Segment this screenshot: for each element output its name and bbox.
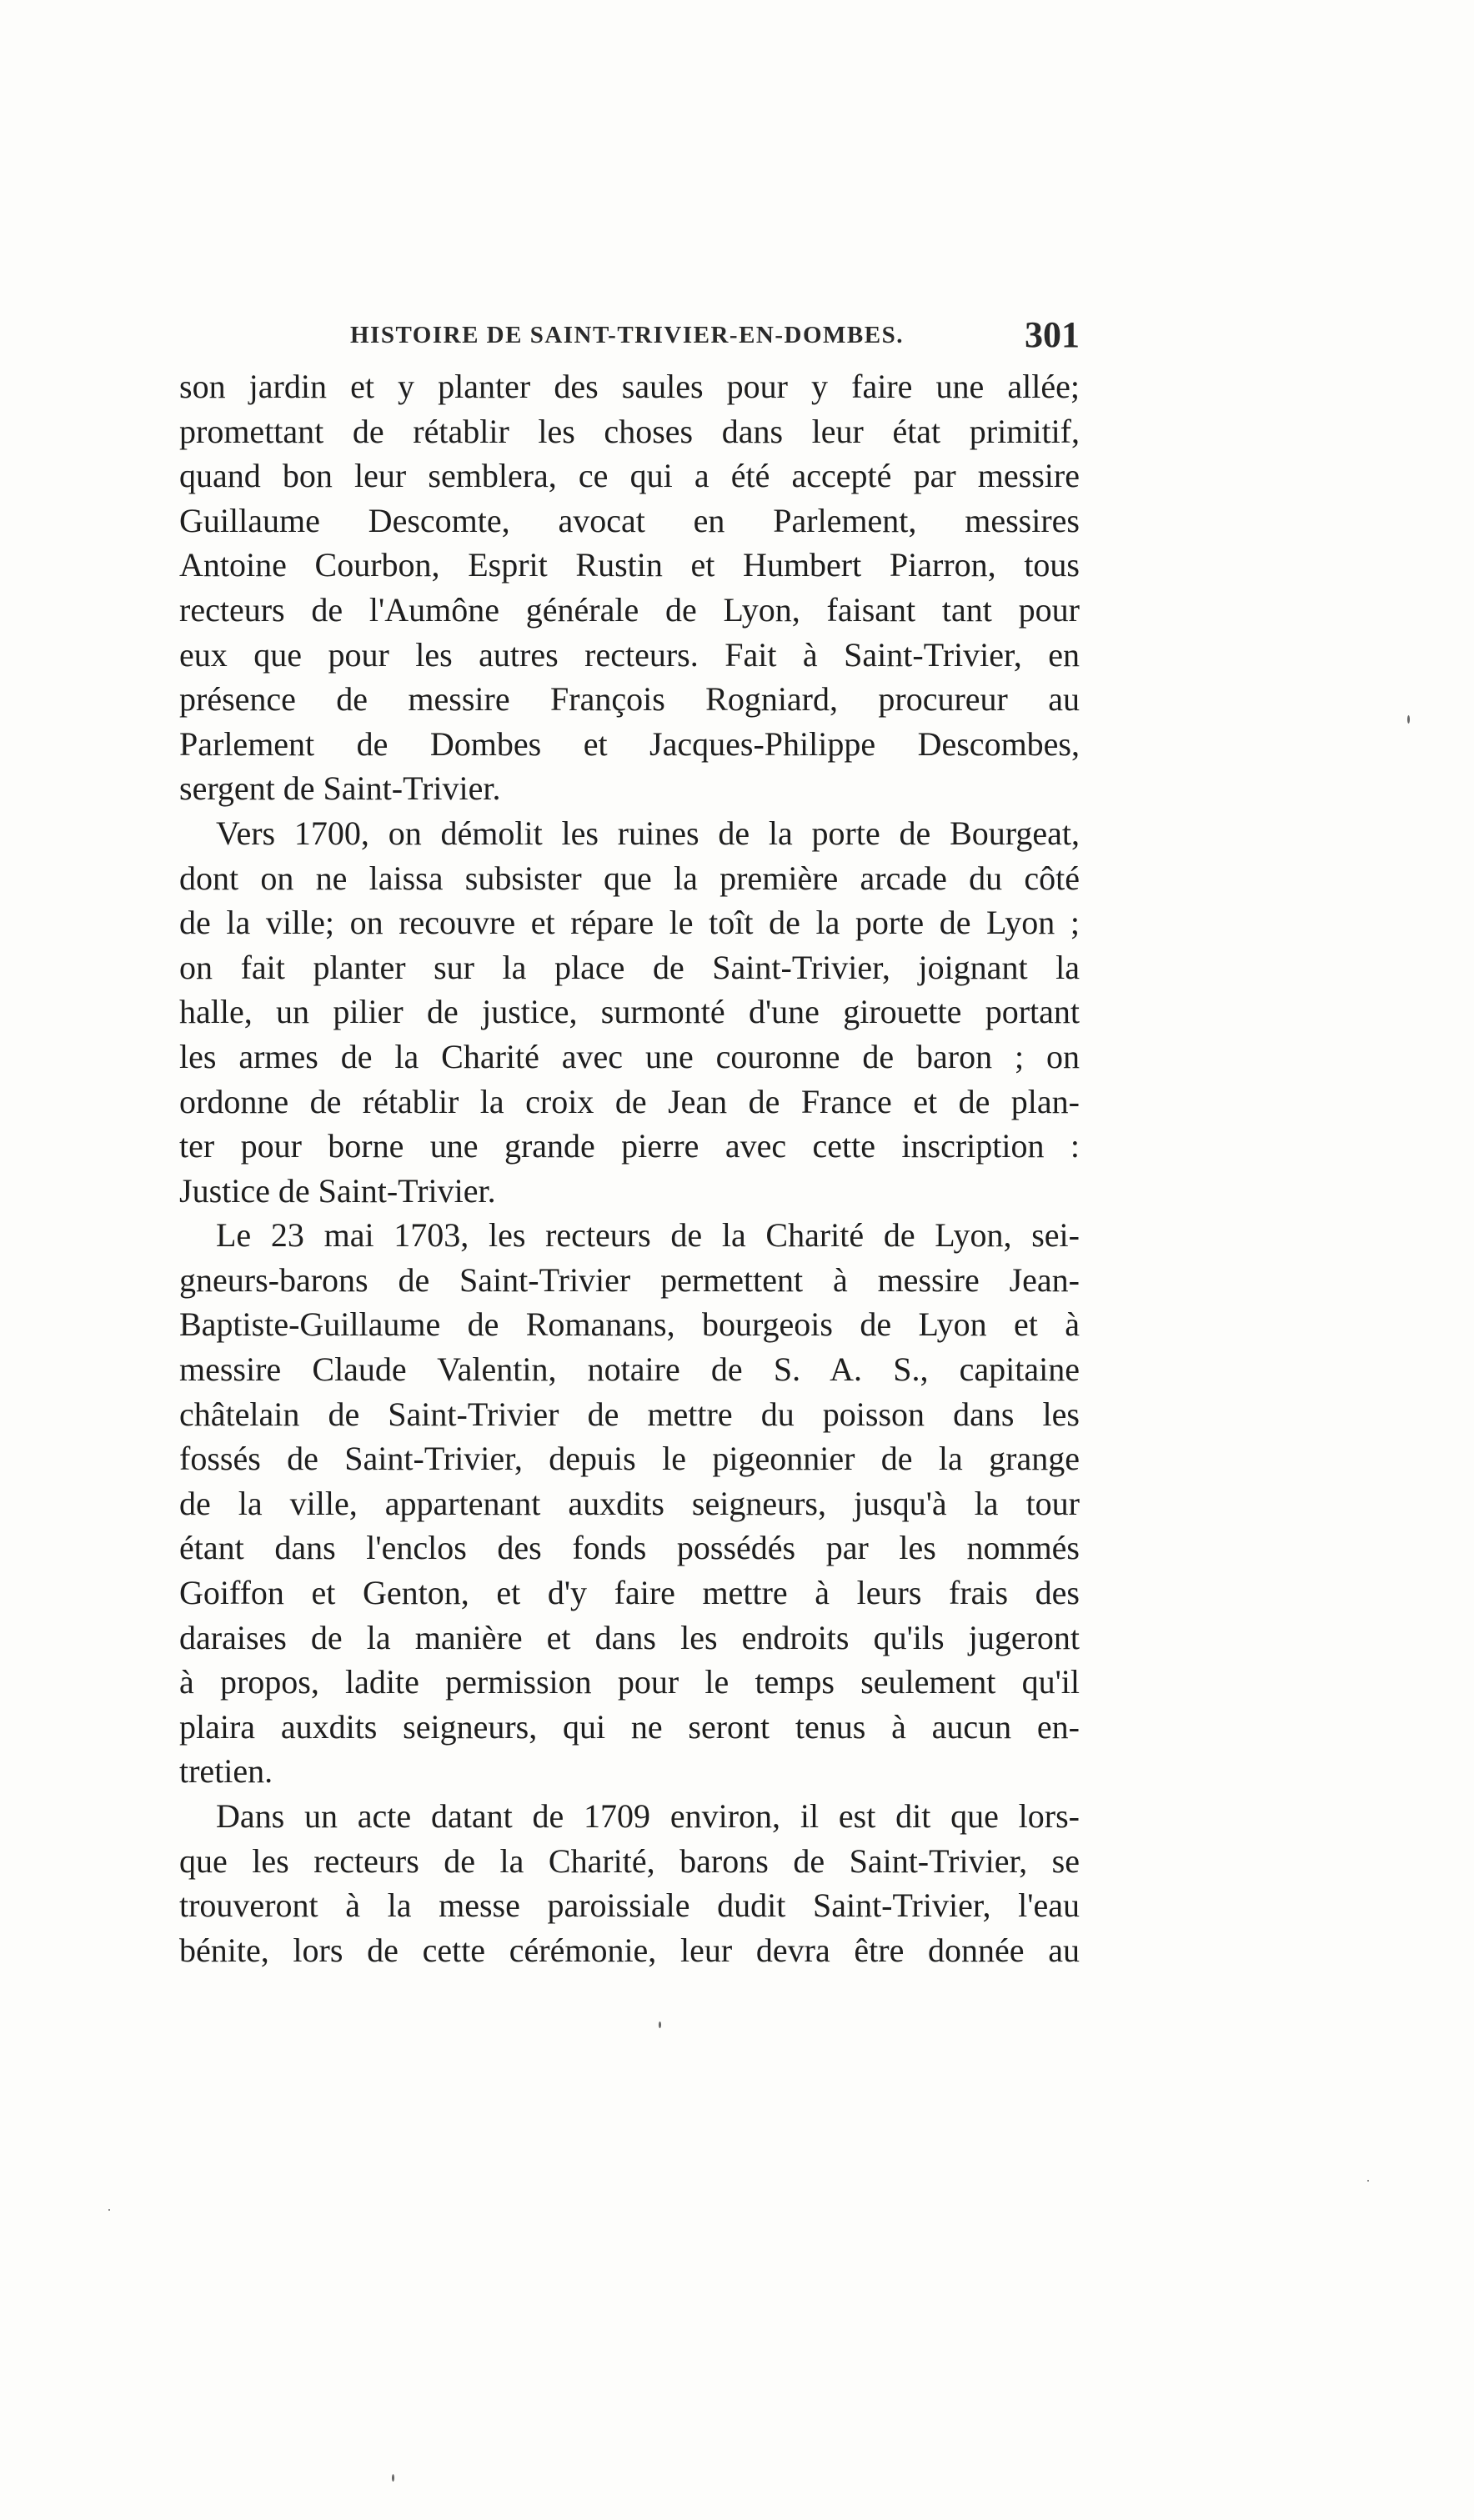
page-header [179,310,1080,360]
text-line: à propos, ladite permission pour le temps seulement qu'il [179,1663,1080,1701]
text-line: Baptiste-Guillaume de Romanans, bourgeois de Lyon et à [179,1305,1080,1344]
text-line: présence de messire François Rogniard, procureur au [179,680,1080,719]
text-line: les armes de la Charité avec une couronne de baron ; on [179,1037,1080,1075]
text-line: trouveront à la messe paroissiale dudit Saint-Trivier, l'eau [179,1886,1080,1925]
text-line: halle, un pilier de justice, surmonté d'une girouette portant [179,993,1080,1031]
text-line: Justice de Saint-Trivier. [179,1171,496,1210]
text-line: Le 23 mai 1703, les recteurs de la Charité de Lyon, sei- [216,1216,1080,1255]
scan-speck [659,2022,661,2028]
text-line: daraises de la manière et dans les endroits qu'ils jugeront [179,1618,1080,1656]
text-line: quand bon leur semblera, ce qui a été accepté par messire [179,457,1080,495]
text-line: Goiffon et Genton, et d'y faire mettre à leurs frais des [179,1574,1080,1612]
text-line: promettant de rétablir les choses dans leur état primitif, [179,412,1080,450]
body-text [179,364,1080,1972]
scan-speck [108,2209,110,2211]
paragraph [179,1213,1080,1794]
text-line: gneurs-barons de Saint-Trivier permettent à messire Jean- [179,1260,1080,1299]
text-line: ordonne de rétablir la croix de Jean de France et de plan- [179,1082,1080,1120]
text-line: châtelain de Saint-Trivier de mettre du poisson dans les [179,1395,1080,1433]
text-line: Parlement de Dombes et Jacques-Philippe Descombes, [179,724,1080,763]
text-line: sergent de Saint-Trivier. [179,769,501,808]
paragraph [179,811,1080,1213]
text-line: on fait planter sur la place de Saint-Trivier, joignant la [179,948,1080,986]
text-line: tretien. [179,1752,273,1791]
text-line: bénite, lors de cette cérémonie, leur devra être donnée au [179,1931,1080,1969]
text-line: de la ville, appartenant auxdits seigneurs, jusqu'à la tour [179,1484,1080,1522]
text-line: Guillaume Descomte, avocat en Parlement, messires [179,501,1080,539]
text-line: que les recteurs de la Charité, barons de Saint-Trivier, se [179,1841,1080,1880]
text-line: ter pour borne une grande pierre avec cette inscription : [179,1127,1080,1165]
page-number: 301 [1025,314,1080,355]
scan-speck [1407,715,1410,724]
paragraph [179,1794,1080,1972]
text-line: son jardin et y planter des saules pour y faire une allée; [179,368,1080,405]
text-line: eux que pour les autres recteurs. Fait à Saint-Trivier, en [179,635,1080,674]
text-line: étant dans l'enclos des fonds possédés par les nommés [179,1529,1080,1567]
scan-speck [1367,2180,1369,2182]
text-line: Vers 1700, on démolit les ruines de la porte de Bourgeat, [216,814,1080,852]
text-line: messire Claude Valentin, notaire de S. A. S., capitaine [179,1350,1080,1389]
scan-speck [392,2474,394,2482]
text-line: plaira auxdits seigneurs, qui ne seront tenus à aucun en- [179,1707,1080,1746]
text-line: fossés de Saint-Trivier, depuis le pigeonnier de la grange [179,1440,1080,1478]
running-title: HISTOIRE DE SAINT-TRIVIER-EN-DOMBES. [350,322,904,348]
paragraph [179,364,1080,811]
text-line: dont on ne laissa subsister que la première arcade du côté [179,859,1080,897]
text-line: Dans un acte datant de 1709 environ, il est dit que lors- [216,1797,1080,1835]
text-line: de la ville; on recouvre et répare le toît de la porte de Lyon ; [179,904,1080,942]
text-line: recteurs de l'Aumône générale de Lyon, faisant tant pour [179,590,1080,629]
text-line: Antoine Courbon, Esprit Rustin et Humbert Piarron, tous [179,546,1080,584]
